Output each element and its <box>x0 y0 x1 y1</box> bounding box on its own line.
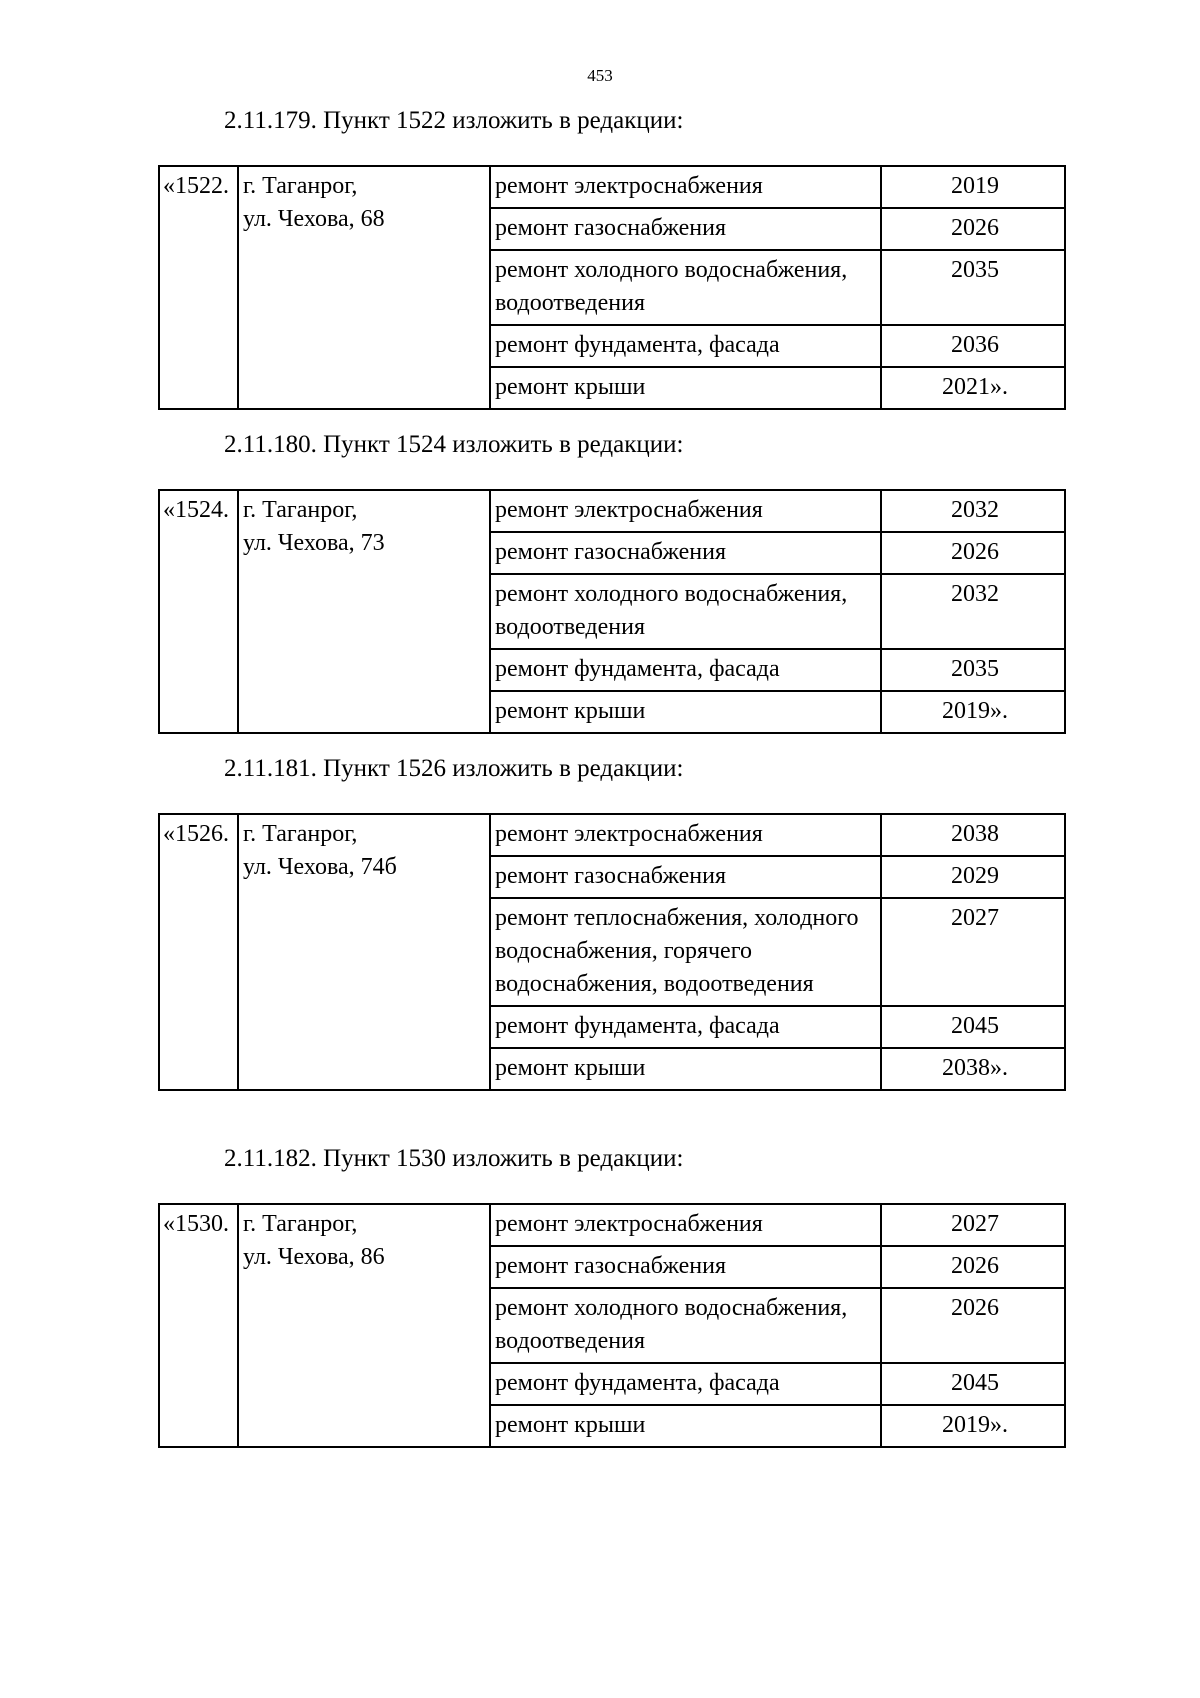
work-year: 2027 <box>881 898 1065 1006</box>
work-type: ремонт электроснабжения <box>490 166 881 208</box>
table-row <box>159 1204 1065 1246</box>
work-year: 2036 <box>881 325 1065 367</box>
section-heading: 2.11.179. Пункт 1522 изложить в редакции: <box>224 107 684 134</box>
work-year: 2045 <box>881 1363 1065 1405</box>
section-heading: 2.11.180. Пункт 1524 изложить в редакции: <box>224 431 684 458</box>
work-year: 2027 <box>881 1204 1065 1246</box>
section-heading: 2.11.182. Пункт 1530 изложить в редакции: <box>224 1145 684 1172</box>
work-year: 2032 <box>881 574 1065 649</box>
work-type: ремонт холодного водоснабжения, водоотведения <box>490 1288 881 1363</box>
item-number: «1526. <box>159 814 238 1090</box>
work-type: ремонт электроснабжения <box>490 490 881 532</box>
work-type: ремонт крыши <box>490 1048 881 1090</box>
address-city: г. Таганрог, <box>243 1211 358 1237</box>
address-cell <box>238 814 490 1090</box>
section-heading: 2.11.181. Пункт 1526 изложить в редакции: <box>224 755 684 782</box>
work-type: ремонт фундамента, фасада <box>490 1363 881 1405</box>
address-cell <box>238 166 490 409</box>
address-city: г. Таганрог, <box>243 173 358 199</box>
work-year: 2026 <box>881 208 1065 250</box>
address-street: ул. Чехова, 86 <box>243 1244 385 1270</box>
work-year: 2026 <box>881 1288 1065 1363</box>
work-year: 2032 <box>881 490 1065 532</box>
amendment-table <box>158 1203 1066 1448</box>
work-year: 2045 <box>881 1006 1065 1048</box>
address-street: ул. Чехова, 68 <box>243 206 385 232</box>
amendment-table <box>158 489 1066 734</box>
amendment-table-1524 <box>158 489 1064 734</box>
work-year: 2021». <box>881 367 1065 409</box>
work-type: ремонт газоснабжения <box>490 1246 881 1288</box>
work-type: ремонт фундамента, фасада <box>490 325 881 367</box>
work-year: 2038 <box>881 814 1065 856</box>
item-number: «1524. <box>159 490 238 733</box>
table-row <box>159 166 1065 208</box>
address-cell <box>238 490 490 733</box>
work-type: ремонт газоснабжения <box>490 532 881 574</box>
amendment-table <box>158 165 1066 410</box>
item-number: «1530. <box>159 1204 238 1447</box>
amendment-table <box>158 813 1066 1091</box>
address-street: ул. Чехова, 74б <box>243 854 397 880</box>
address-street: ул. Чехова, 73 <box>243 530 385 556</box>
address-cell <box>238 1204 490 1447</box>
work-year: 2035 <box>881 649 1065 691</box>
work-type: ремонт газоснабжения <box>490 208 881 250</box>
work-type: ремонт крыши <box>490 1405 881 1447</box>
work-type: ремонт фундамента, фасада <box>490 1006 881 1048</box>
amendment-table-1522 <box>158 165 1064 410</box>
work-year: 2035 <box>881 250 1065 325</box>
work-type: ремонт теплоснабжения, холодного водоснабжения, горячего водоснабжения, водоотведения <box>490 898 881 1006</box>
work-year: 2019». <box>881 1405 1065 1447</box>
work-type: ремонт холодного водоснабжения, водоотведения <box>490 574 881 649</box>
work-type: ремонт газоснабжения <box>490 856 881 898</box>
amendment-table-1530 <box>158 1203 1064 1448</box>
work-year: 2029 <box>881 856 1065 898</box>
table-row <box>159 814 1065 856</box>
work-year: 2026 <box>881 1246 1065 1288</box>
work-type: ремонт крыши <box>490 691 881 733</box>
work-type: ремонт электроснабжения <box>490 814 881 856</box>
item-number: «1522. <box>159 166 238 409</box>
page-number: 453 <box>587 66 613 85</box>
work-year: 2026 <box>881 532 1065 574</box>
work-type: ремонт холодного водоснабжения, водоотведения <box>490 250 881 325</box>
work-year: 2019 <box>881 166 1065 208</box>
work-type: ремонт фундамента, фасада <box>490 649 881 691</box>
work-year: 2019». <box>881 691 1065 733</box>
work-type: ремонт электроснабжения <box>490 1204 881 1246</box>
work-year: 2038». <box>881 1048 1065 1090</box>
address-city: г. Таганрог, <box>243 497 358 523</box>
amendment-table-1526 <box>158 813 1064 1091</box>
table-row <box>159 490 1065 532</box>
address-city: г. Таганрог, <box>243 821 358 847</box>
work-type: ремонт крыши <box>490 367 881 409</box>
